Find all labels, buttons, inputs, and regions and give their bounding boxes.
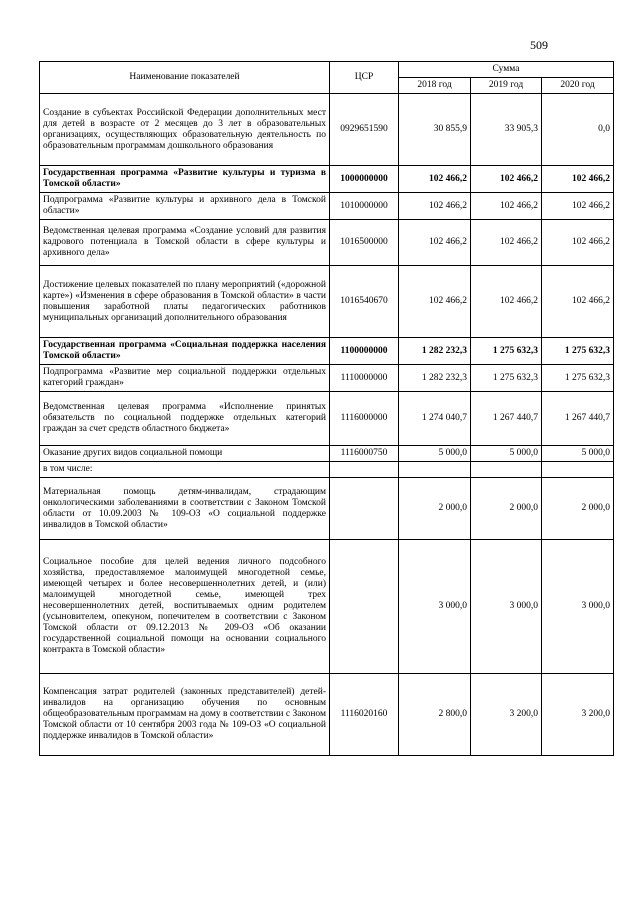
row-code: 1116020160 <box>330 674 399 756</box>
table-row <box>40 266 614 338</box>
header-year-2020: 2020 год <box>542 78 614 94</box>
row-name: Ведомственная целевая программа «Исполнение принятых обязательств по социальной поддержке отдельных категорий граждан за счет средств областного бюджета» <box>40 392 330 446</box>
row-name: Оказание других видов социальной помощи <box>40 446 330 462</box>
row-value-2018: 102 466,2 <box>399 166 471 193</box>
page-number: 509 <box>530 38 548 52</box>
row-name: в том числе: <box>40 462 330 478</box>
row-name: Подпрограмма «Развитие культуры и архивного дела в Томской области» <box>40 193 330 220</box>
table-row <box>40 338 614 365</box>
row-value-2018: 3 000,0 <box>399 540 471 674</box>
row-value-2019: 102 466,2 <box>471 220 542 266</box>
row-code: 1116000750 <box>330 446 399 462</box>
row-value-2018: 102 466,2 <box>399 193 471 220</box>
row-value-2020: 102 466,2 <box>542 220 614 266</box>
row-code: 0929651590 <box>330 94 399 166</box>
row-name: Ведомственная целевая программа «Создание условий для развития кадрового потенциала в Томской области в сфере культуры и архивного дела» <box>40 220 330 266</box>
row-value-2020 <box>542 462 614 478</box>
row-code: 1100000000 <box>330 338 399 365</box>
row-code: 1016500000 <box>330 220 399 266</box>
header-sum: Сумма <box>399 62 614 78</box>
header-name: Наименование показателей <box>40 62 330 94</box>
table-row <box>40 674 614 756</box>
row-code: 1110000000 <box>330 365 399 392</box>
row-value-2019: 1 275 632,3 <box>471 365 542 392</box>
row-value-2020: 3 000,0 <box>542 540 614 674</box>
table-row <box>40 220 614 266</box>
row-value-2020: 2 000,0 <box>542 478 614 540</box>
table-row <box>40 193 614 220</box>
row-code <box>330 462 399 478</box>
row-value-2018: 1 274 040,7 <box>399 392 471 446</box>
table-row <box>40 365 614 392</box>
row-value-2019: 2 000,0 <box>471 478 542 540</box>
row-value-2018: 102 466,2 <box>399 266 471 338</box>
row-value-2020: 1 275 632,3 <box>542 365 614 392</box>
row-value-2018: 2 800,0 <box>399 674 471 756</box>
row-value-2019: 1 275 632,3 <box>471 338 542 365</box>
row-value-2020: 1 275 632,3 <box>542 338 614 365</box>
row-code: 1016540670 <box>330 266 399 338</box>
row-value-2019: 102 466,2 <box>471 266 542 338</box>
row-name: Государственная программа «Развитие культуры и туризма в Томской области» <box>40 166 330 193</box>
row-code: 1116000000 <box>330 392 399 446</box>
row-value-2019: 1 267 440,7 <box>471 392 542 446</box>
row-name: Создание в субъектах Российской Федерации дополнительных мест для детей в возрасте от 2 месяцев до 3 лет в образовательных организациях, осуществляющих образовательную деятельность по образовательным программам дошкольного образования <box>40 94 330 166</box>
table-row <box>40 166 614 193</box>
row-value-2018: 1 282 232,3 <box>399 365 471 392</box>
row-value-2019 <box>471 462 542 478</box>
row-code <box>330 478 399 540</box>
row-value-2020: 0,0 <box>542 94 614 166</box>
row-value-2018: 1 282 232,3 <box>399 338 471 365</box>
row-value-2019: 102 466,2 <box>471 193 542 220</box>
header-year-2018: 2018 год <box>399 78 471 94</box>
table-row <box>40 94 614 166</box>
row-value-2019: 5 000,0 <box>471 446 542 462</box>
row-value-2019: 3 200,0 <box>471 674 542 756</box>
row-value-2020: 102 466,2 <box>542 193 614 220</box>
row-name: Компенсация затрат родителей (законных представителей) детей-инвалидов на организацию обучения по основным общеобразовательным программам на дому в соответствии с Законом Томской области от 10 сентября 2003 года № 109-ОЗ «О социальной поддержке инвалидов в Томской области» <box>40 674 330 756</box>
row-value-2018 <box>399 462 471 478</box>
row-value-2019: 3 000,0 <box>471 540 542 674</box>
row-name: Социальное пособие для целей ведения личного подсобного хозяйства, предоставляемое малоимущей многодетной семье, имеющей четырех и более несовершеннолетних детей, и (или) малоимущей многодетной семье, имеющей трех несовершеннолетних детей, воспитываемых одним родителем (усыновителем, опекуном, попечителем в соответствии с Законом Томской области от 09.12.2013 № 209-ОЗ «Об оказании государственной социальной помощи на основании социального контракта в Томской области» <box>40 540 330 674</box>
table-row <box>40 478 614 540</box>
row-name: Государственная программа «Социальная поддержка населения Томской области» <box>40 338 330 365</box>
row-name: Подпрограмма «Развитие мер социальной поддержки отдельных категорий граждан» <box>40 365 330 392</box>
row-value-2020: 3 200,0 <box>542 674 614 756</box>
row-value-2019: 102 466,2 <box>471 166 542 193</box>
row-value-2018: 5 000,0 <box>399 446 471 462</box>
row-name: Достижение целевых показателей по плану мероприятий («дорожной карте») «Изменения в сфере образования в Томской области» в части повышения заработной платы педагогических работников муниципальных организаций дополнительного образования <box>40 266 330 338</box>
header-year-2019: 2019 год <box>471 78 542 94</box>
row-code <box>330 540 399 674</box>
row-value-2020: 5 000,0 <box>542 446 614 462</box>
table-row <box>40 462 614 478</box>
row-code: 1000000000 <box>330 166 399 193</box>
budget-table <box>39 61 614 756</box>
row-value-2019: 33 905,3 <box>471 94 542 166</box>
row-name: Материальная помощь детям-инвалидам, страдающим онкологическими заболеваниями в соответствии с Законом Томской области от 10.09.2003 № 109-ОЗ «О социальной поддержке инвалидов в Томской области» <box>40 478 330 540</box>
row-value-2018: 2 000,0 <box>399 478 471 540</box>
row-value-2020: 102 466,2 <box>542 266 614 338</box>
table-row <box>40 392 614 446</box>
row-value-2018: 102 466,2 <box>399 220 471 266</box>
row-code: 1010000000 <box>330 193 399 220</box>
table-row <box>40 540 614 674</box>
row-value-2018: 30 855,9 <box>399 94 471 166</box>
table-row <box>40 446 614 462</box>
row-value-2020: 102 466,2 <box>542 166 614 193</box>
row-value-2020: 1 267 440,7 <box>542 392 614 446</box>
header-code: ЦСР <box>330 62 399 94</box>
